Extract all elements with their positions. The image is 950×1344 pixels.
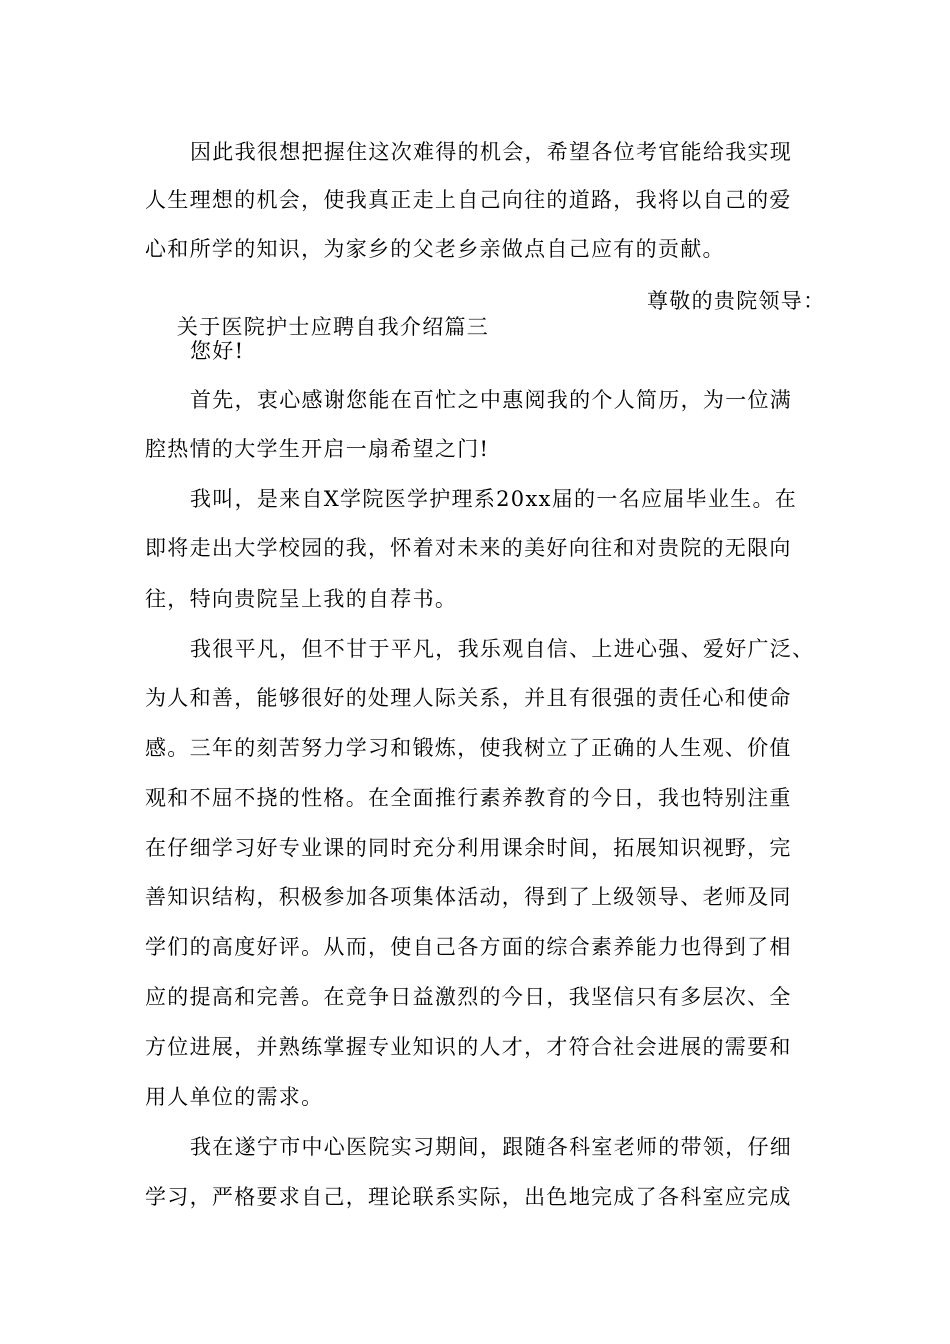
text-line: 往，特向贵院呈上我的自荐书。 bbox=[145, 587, 458, 611]
salutation: 尊敬的贵院领导： bbox=[647, 289, 826, 313]
text-line: 学们的高度好评。从而，使自己各方面的综合素养能力也得到了相 bbox=[145, 935, 792, 959]
text-line: 我很平凡，但不甘于平凡，我乐观自信、上进心强、爱好广泛、 bbox=[190, 637, 815, 661]
text-line: 首先，衷心感谢您能在百忙之中惠阅我的个人简历，为一位满 bbox=[190, 388, 793, 412]
greeting: 您好! bbox=[190, 339, 245, 363]
text-line: 用人单位的需求。 bbox=[145, 1085, 324, 1109]
text-line: 腔热情的大学生开启一扇希望之门! bbox=[145, 437, 490, 461]
text-line: 感。三年的刻苦努力学习和锻炼，使我树立了正确的人生观、价值 bbox=[145, 736, 792, 760]
text-line: 心和所学的知识，为家乡的父老乡亲做点自己应有的贡献。 bbox=[145, 237, 725, 261]
text-line: 人生理想的机会，使我真正走上自己向往的道路，我将以自己的爱 bbox=[145, 188, 792, 212]
text-line: 方位进展，并熟练掌握专业知识的人才，才符合社会进展的需要和 bbox=[145, 1035, 792, 1059]
text-line: 观和不屈不挠的性格。在全面推行素养教育的今日，我也特别注重 bbox=[145, 786, 792, 810]
text-line: 我叫，是来自X学院医学护理系20xx届的一名应届毕业生。在 bbox=[190, 487, 798, 511]
text-line: 即将走出大学校园的我，怀着对未来的美好向往和对贵院的无限向 bbox=[145, 536, 792, 560]
section-heading: 关于医院护士应聘自我介绍篇三 bbox=[176, 315, 490, 339]
text-line: 我在遂宁市中心医院实习期间，跟随各科室老师的带领，仔细 bbox=[190, 1135, 793, 1159]
text-line: 在仔细学习好专业课的同时充分利用课余时间，拓展知识视野，完 bbox=[145, 836, 792, 860]
text-line: 善知识结构，积极参加各项集体活动，得到了上级领导、老师及同 bbox=[145, 885, 792, 909]
text-line: 因此我很想把握住这次难得的机会，希望各位考官能给我实现 bbox=[190, 140, 793, 164]
text-line: 应的提高和完善。在竞争日益激烈的今日，我坚信只有多层次、全 bbox=[145, 985, 792, 1009]
text-line: 为人和善，能够很好的处理人际关系，并且有很强的责任心和使命 bbox=[145, 686, 792, 710]
text-line: 学习，严格要求自己，理论联系实际，出色地完成了各科室应完成 bbox=[145, 1185, 792, 1209]
